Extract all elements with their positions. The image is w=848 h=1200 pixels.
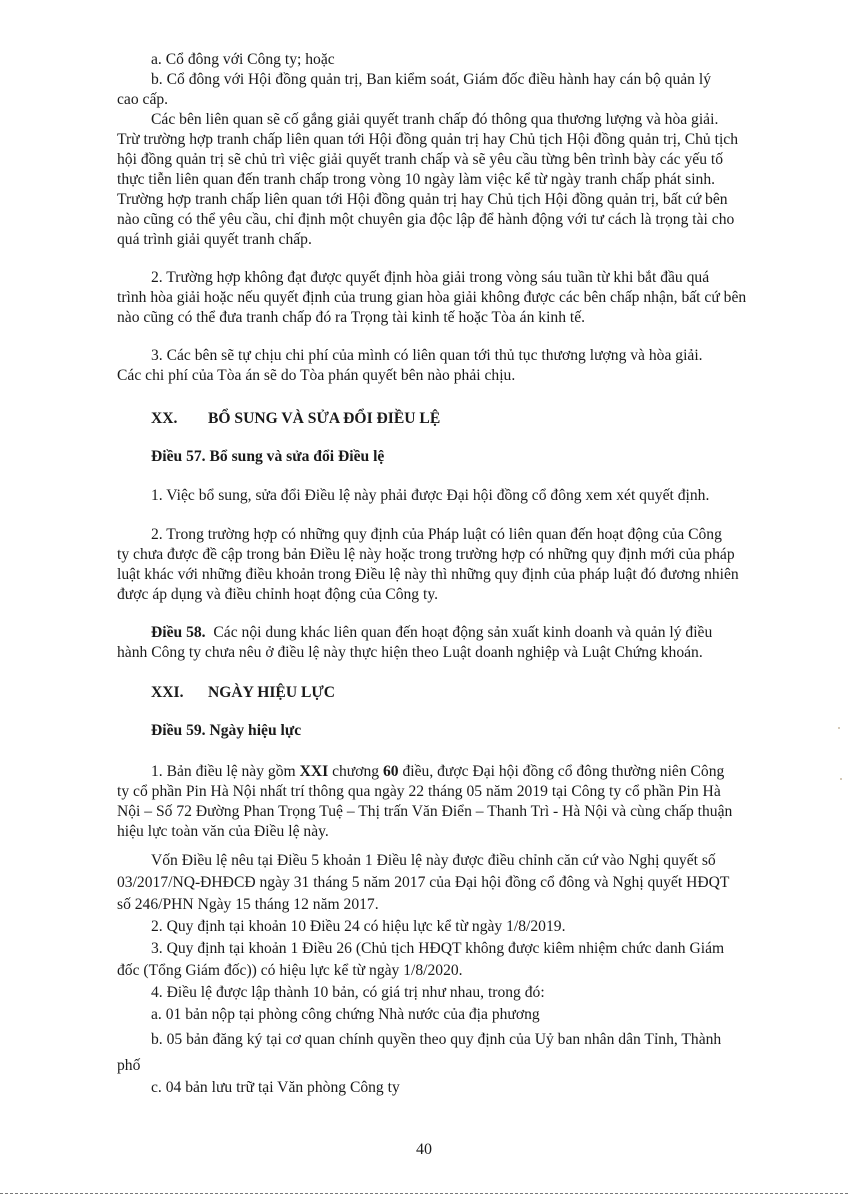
text-line: Các bên liên quan sẽ cố gắng giải quyết tranh chấp đó thông qua thương lượng và hòa giải.: [151, 111, 719, 128]
text-line: 4. Điều lệ được lập thành 10 bản, có giá trị như nhau, trong đó:: [151, 984, 545, 1001]
text-line: b. Cổ đông với Hội đồng quản trị, Ban kiểm soát, Giám đốc điều hành hay cán bộ quản lý: [151, 71, 711, 88]
article-label-58: Điều 58.: [151, 624, 206, 641]
text-line: b. 05 bản đăng ký tại cơ quan chính quyền theo quy định của Uỷ ban nhân dân Tỉnh, Thành: [151, 1031, 722, 1048]
scan-edge-line: [0, 1193, 848, 1194]
text-line: 3. Quy định tại khoản 1 Điều 26 (Chủ tịch HĐQT không được kiêm nhiệm chức danh Giám: [151, 940, 725, 957]
text-line: c. 04 bản lưu trữ tại Văn phòng Công ty: [151, 1079, 400, 1096]
text-line: Trừ trường hợp tranh chấp liên quan tới Hội đồng quản trị hay Chủ tịch Hội đồng quản trị, Chủ tịch: [117, 131, 738, 148]
text-line: nào cũng có thể yêu cầu, chỉ định một chuyên gia độc lập để hành động với tư cách là trọng tài cho: [117, 211, 735, 228]
scan-speck: [840, 778, 842, 780]
chapter-count: XXI: [299, 763, 329, 780]
section-title: BỔ SUNG VÀ SỬA ĐỔI ĐIỀU LỆ: [208, 410, 441, 427]
text-span: điều, được Đại hội đồng cổ đông thường niên Công: [402, 763, 725, 780]
text-line: thực tiễn liên quan đến tranh chấp trong vòng 10 ngày làm việc kể từ ngày tranh chấp phát sinh.: [117, 171, 716, 188]
text-line: Vốn Điều lệ nêu tại Điều 5 khoản 1 Điều lệ này được điều chỉnh căn cứ vào Nghị quyết số: [151, 852, 716, 869]
text-span: Các nội dung khác liên quan đến hoạt động sản xuất kinh doanh và quản lý điều: [213, 624, 713, 641]
text-line: luật khác với những điều khoản trong Điều lệ này thì những quy định của pháp luật đó đương nhiên: [117, 566, 739, 583]
text-line: 2. Quy định tại khoản 10 Điều 24 có hiệu lực kể từ ngày 1/8/2019.: [151, 918, 566, 935]
article-heading-57: Điều 57. Bổ sung và sửa đổi Điều lệ: [151, 448, 385, 465]
text-line: hành Công ty chưa nêu ở điều lệ này thực hiện theo Luật doanh nghiệp và Luật Chứng khoán.: [117, 644, 703, 661]
section-number: XX.: [151, 410, 178, 427]
text-line: quá trình giải quyết tranh chấp.: [117, 231, 312, 248]
text-line: phố: [117, 1057, 141, 1074]
text-line: 2. Trường hợp không đạt được quyết định hòa giải trong vòng sáu tuần từ khi bắt đầu quá: [151, 269, 710, 286]
text-line: trình hòa giải hoặc nếu quyết định của trung gian hòa giải không được các bên chấp nhận, bất cứ bên: [117, 289, 747, 306]
text-line: đốc (Tổng Giám đốc)) có hiệu lực kể từ ngày 1/8/2020.: [117, 962, 463, 979]
scan-speck: [838, 727, 840, 729]
text-span: 1. Bản điều lệ này gồm: [151, 763, 296, 780]
text-line: Nội – Số 72 Đường Phan Trọng Tuệ – Thị trấn Văn Điển – Thanh Trì - Hà Nội và cùng chấp thuận: [117, 803, 733, 820]
text-line: 2. Trong trường hợp có những quy định của Pháp luật có liên quan đến hoạt động của Công: [151, 526, 722, 543]
text-line: 03/2017/NQ-ĐHĐCĐ ngày 31 tháng 5 năm 2017 của Đại hội đồng cổ đông và Nghị quyết HĐQT: [117, 874, 730, 891]
text-line: hội đồng quản trị sẽ chủ trì việc giải quyết tranh chấp và sẽ yêu cầu từng bên trình bày các yếu tố: [117, 151, 724, 168]
text-line: a. Cổ đông với Công ty; hoặc: [151, 51, 335, 68]
text-line: 1. Việc bổ sung, sửa đổi Điều lệ này phải được Đại hội đồng cổ đông xem xét quyết định.: [151, 487, 710, 504]
text-line: a. 01 bản nộp tại phòng công chứng Nhà nước của địa phương: [151, 1006, 540, 1023]
section-heading-xx: [151, 409, 831, 429]
text-line: số 246/PHN Ngày 15 tháng 12 năm 2017.: [117, 896, 379, 913]
page-number: 40: [416, 1141, 432, 1158]
text-line: 3. Các bên sẽ tự chịu chi phí của mình có liên quan tới thủ tục thương lượng và hòa giải.: [151, 347, 703, 364]
text-span: chương: [332, 763, 380, 780]
article-59-first-line: [151, 762, 797, 782]
text-line: Các chi phí của Tòa án sẽ do Tòa phán quyết bên nào phải chịu.: [117, 367, 516, 384]
text-line: nào cũng có thể đưa tranh chấp đó ra Trọng tài kinh tế hoặc Tòa án kinh tế.: [117, 309, 586, 326]
text-line: Trường hợp tranh chấp liên quan tới Hội đồng quản trị hay Chủ tịch Hội đồng quản trị, bất cứ bên: [117, 191, 728, 208]
article-count: 60: [382, 763, 399, 780]
text-line: được áp dụng và điều chỉnh hoạt động của Công ty.: [117, 586, 438, 603]
article-heading-59: Điều 59. Ngày hiệu lực: [151, 722, 302, 739]
section-heading-xxi: [151, 683, 831, 703]
text-line: ty cổ phần Pin Hà Nội nhất trí thông qua ngày 22 tháng 05 năm 2019 tại Công ty cổ phần Pin Hà: [117, 783, 721, 800]
text-line: hiệu lực toàn văn của Điều lệ này.: [117, 823, 329, 840]
section-number: XXI.: [151, 684, 184, 701]
text-line: cao cấp.: [117, 91, 169, 108]
article-58-paragraph: [151, 623, 797, 643]
section-title: NGÀY HIỆU LỰC: [208, 684, 336, 701]
text-line: ty chưa được đề cập trong bản Điều lệ này hoặc trong trường hợp có những quy định mới của pháp: [117, 546, 735, 563]
